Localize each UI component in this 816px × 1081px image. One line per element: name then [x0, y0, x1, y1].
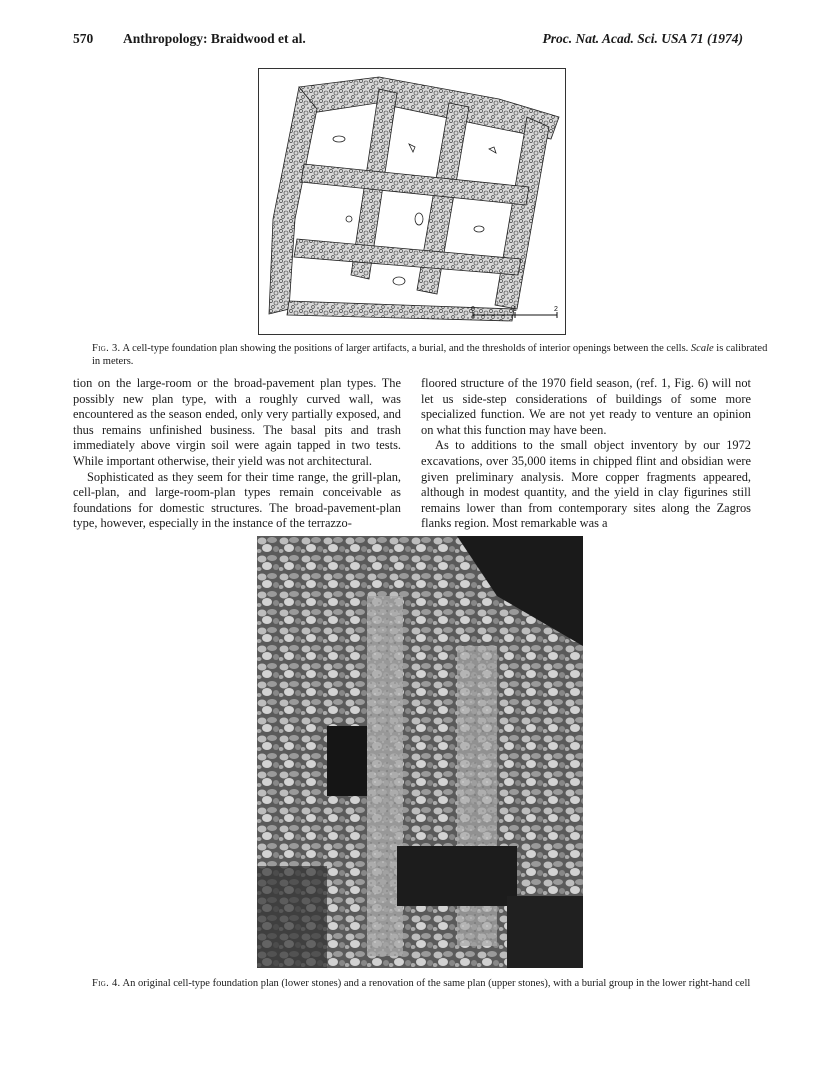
stone-walls: [269, 77, 559, 321]
figure-3-plan-drawing: [258, 68, 566, 335]
right-paragraph-1: floored structure of the 1970 field season, (ref. 1, Fig. 6) will not let us side-step considerations of buildings of some more specialized function. We are not yet ready to venture an opinion on what this function may have been.: [421, 376, 751, 437]
figure-4-caption: [92, 977, 776, 990]
figure-3-caption-text-1: A cell-type foundation plan showing the positions of larger artifacts, a burial, and the thresholds of interior openings between the cells.: [122, 343, 689, 354]
page-number: 570: [73, 31, 94, 46]
running-header: [73, 31, 743, 49]
scale-label-0: 0: [471, 306, 475, 313]
right-column: [421, 376, 751, 532]
figure-3-caption-scale: Scale: [690, 343, 714, 354]
scale-label-1: 1: [513, 306, 517, 313]
left-paragraph-1: tion on the large-room or the broad-pavement plan types. The possibly new plan type, with a roughly curved wall, was encountered as the season ended, only very partially exposed, and thus remains unfinished business. The basal pits and trash immediately above virgin soil were again tapped in two tests. While important otherwise, their yield was not architectural.: [73, 376, 401, 468]
right-paragraph-2: As to additions to the small object inventory by our 1972 excavations, over 35,000 items in chipped flint and obsidian were given preliminary analysis. More copper fragments appeared, although in modest quantity, and the yield in clay figurines still remains lower than from contemporary sites along the Zagros flanks region. Most remarkable was a: [421, 438, 751, 531]
left-paragraph-2: Sophisticated as they seem for their time range, the grill-plan, cell-plan, and large-room-plan types remain conceivable as foundations for domestic structures. The broad-pavement-plan type, however, especially in the instance of the terrazzo-: [73, 469, 401, 531]
figure-3-caption: [92, 342, 772, 368]
figure-3-caption-text-2: is calibrated in meters.: [92, 343, 768, 367]
figure-4-label: Fig. 4.: [92, 978, 121, 989]
figure-3-label: Fig. 3.: [92, 343, 121, 354]
left-column: [73, 376, 401, 532]
journal-citation: Proc. Nat. Acad. Sci. USA 71 (1974): [542, 31, 743, 46]
figure-4-photograph: [257, 536, 583, 968]
scale-label-2: 2: [554, 306, 558, 313]
running-title: Anthropology: Braidwood et al.: [123, 31, 306, 46]
figure-4-caption-text: An original cell-type foundation plan (lower stones) and a renovation of the same plan (upper stones), with a burial group in the lower right-hand cell: [122, 978, 751, 989]
